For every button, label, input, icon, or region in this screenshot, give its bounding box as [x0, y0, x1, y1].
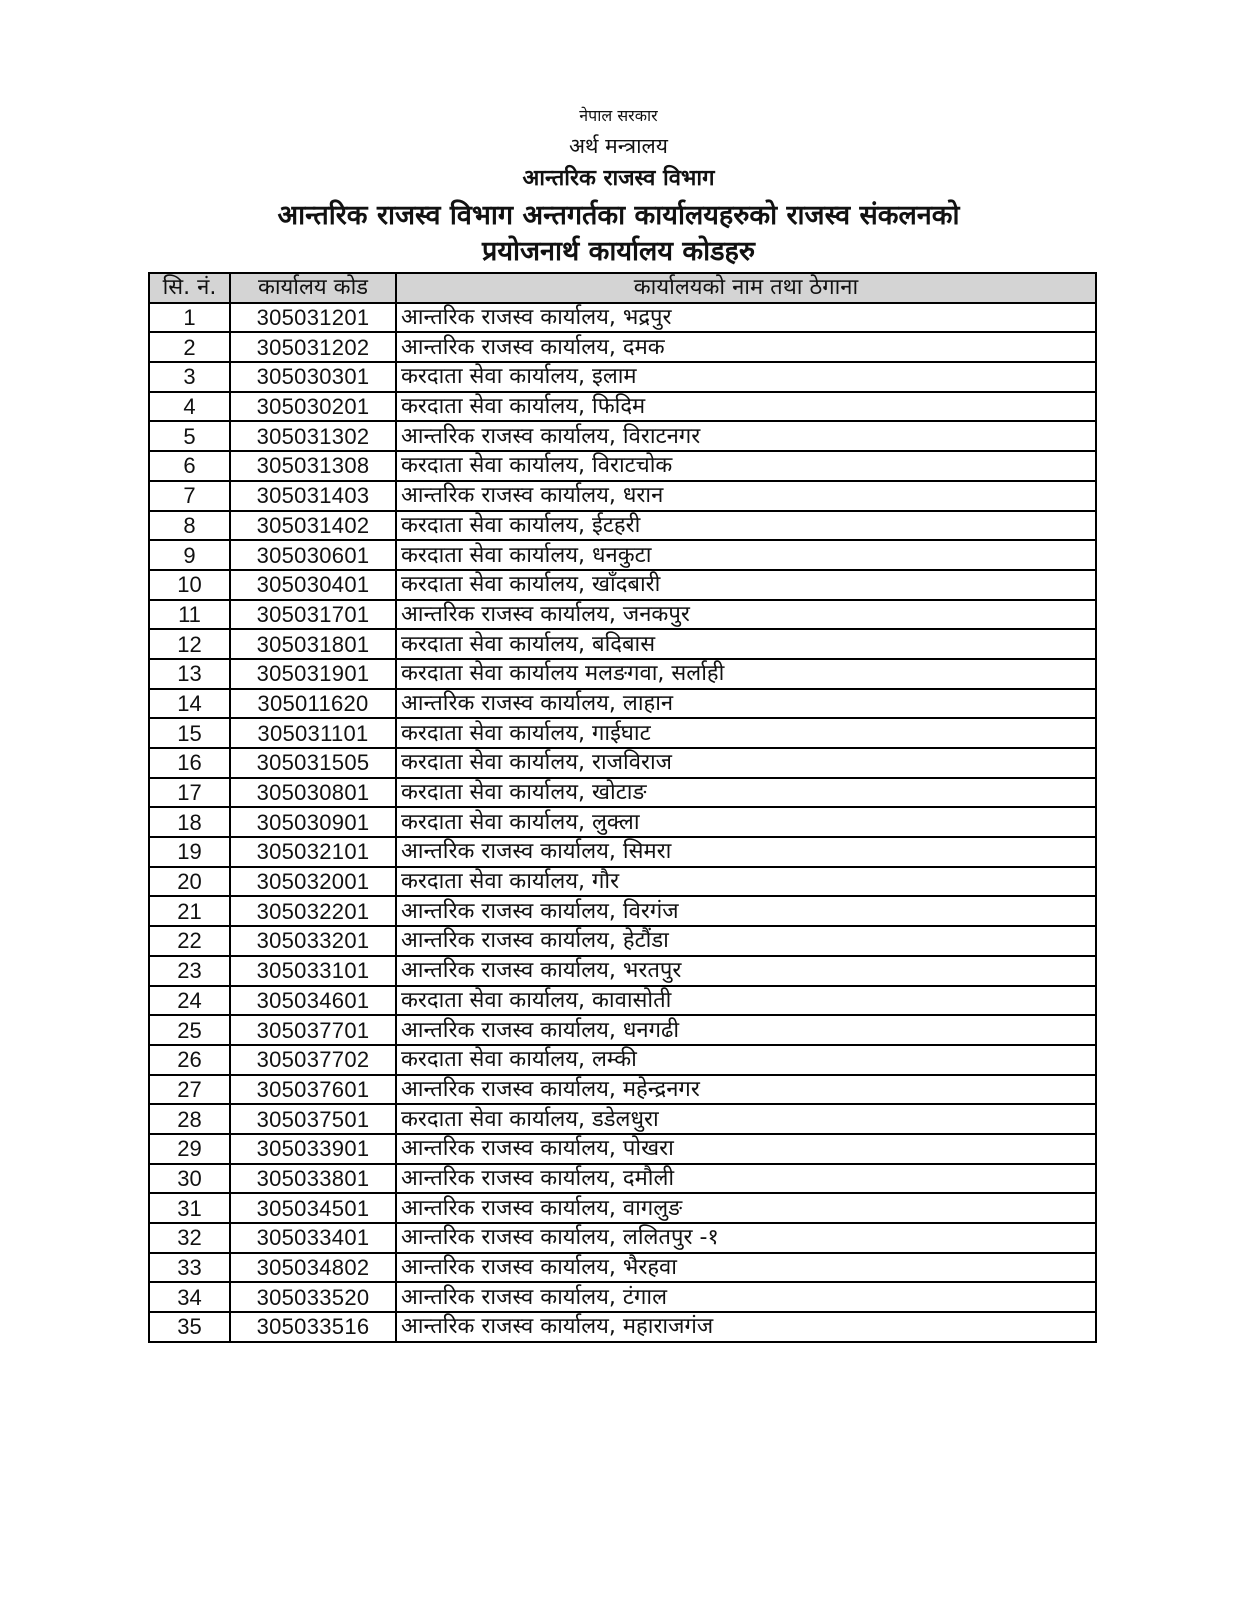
office-name-cell: करदाता सेवा कार्यालय, गौर	[396, 867, 1096, 897]
department-label: आन्तरिक राजस्व विभाग	[522, 166, 715, 191]
table-row	[149, 986, 1096, 1016]
office-code-cell: 305031403	[230, 481, 396, 511]
office-code-cell: 305033401	[230, 1223, 396, 1253]
table-row	[149, 807, 1096, 837]
table-row	[149, 303, 1096, 333]
table-row	[149, 421, 1096, 451]
serial-number-cell: 14	[149, 689, 230, 719]
serial-number-cell: 24	[149, 986, 230, 1016]
serial-number-cell: 26	[149, 1045, 230, 1075]
table-row	[149, 926, 1096, 956]
serial-number-cell: 6	[149, 451, 230, 481]
serial-number-cell: 22	[149, 926, 230, 956]
serial-number-cell: 18	[149, 807, 230, 837]
office-code-cell: 305011620	[230, 689, 396, 719]
table-row	[149, 748, 1096, 778]
serial-number-cell: 5	[149, 421, 230, 451]
office-name-cell: करदाता सेवा कार्यालय, लम्की	[396, 1045, 1096, 1075]
office-code-cell: 305032001	[230, 867, 396, 897]
table-body	[149, 303, 1096, 1342]
table-row	[149, 1282, 1096, 1312]
serial-number-cell: 20	[149, 867, 230, 897]
office-codes-table	[148, 272, 1097, 1343]
serial-number-cell: 21	[149, 896, 230, 926]
office-code-cell: 305034802	[230, 1253, 396, 1283]
serial-number-cell: 9	[149, 540, 230, 570]
serial-number-cell: 34	[149, 1282, 230, 1312]
office-name-cell: करदाता सेवा कार्यालय, ईटहरी	[396, 511, 1096, 541]
office-name-cell: आन्तरिक राजस्व कार्यालय, ललितपुर -१	[396, 1223, 1096, 1253]
office-name-cell: आन्तरिक राजस्व कार्यालय, दमौली	[396, 1164, 1096, 1194]
serial-number-cell: 2	[149, 332, 230, 362]
table-row	[149, 718, 1096, 748]
serial-number-cell: 8	[149, 511, 230, 541]
serial-number-cell: 28	[149, 1104, 230, 1134]
table-row	[149, 689, 1096, 719]
table-row	[149, 867, 1096, 897]
office-name-cell: आन्तरिक राजस्व कार्यालय, महेन्द्रनगर	[396, 1075, 1096, 1105]
serial-number-cell: 30	[149, 1164, 230, 1194]
office-code-cell: 305032101	[230, 837, 396, 867]
office-name-cell: करदाता सेवा कार्यालय, बदिबास	[396, 629, 1096, 659]
office-code-cell: 305031901	[230, 659, 396, 689]
document-title-line-2: प्रयोजनार्थ कार्यालय कोडहरु	[481, 236, 756, 267]
table-row	[149, 332, 1096, 362]
serial-number-cell: 4	[149, 392, 230, 422]
table-row	[149, 392, 1096, 422]
office-code-cell: 305031201	[230, 303, 396, 333]
column-header-serial: सि. नं.	[149, 273, 230, 303]
table-row	[149, 511, 1096, 541]
serial-number-cell: 16	[149, 748, 230, 778]
serial-number-cell: 7	[149, 481, 230, 511]
table-row	[149, 1015, 1096, 1045]
office-code-cell: 305030901	[230, 807, 396, 837]
serial-number-cell: 23	[149, 956, 230, 986]
office-code-cell: 305033516	[230, 1312, 396, 1342]
serial-number-cell: 12	[149, 629, 230, 659]
document-title	[0, 198, 1237, 270]
table-row	[149, 1164, 1096, 1194]
office-name-cell: आन्तरिक राजस्व कार्यालय, विरगंज	[396, 896, 1096, 926]
office-code-cell: 305037501	[230, 1104, 396, 1134]
table-row	[149, 1134, 1096, 1164]
office-name-cell: आन्तरिक राजस्व कार्यालय, भरतपुर	[396, 956, 1096, 986]
office-code-cell: 305033201	[230, 926, 396, 956]
office-code-cell: 305031101	[230, 718, 396, 748]
table-row	[149, 1223, 1096, 1253]
office-name-cell: करदाता सेवा कार्यालय, गाईघाट	[396, 718, 1096, 748]
office-code-cell: 305030601	[230, 540, 396, 570]
serial-number-cell: 3	[149, 362, 230, 392]
office-name-cell: आन्तरिक राजस्व कार्यालय, वागलुङ	[396, 1193, 1096, 1223]
office-name-cell: करदाता सेवा कार्यालय, लुक्ला	[396, 807, 1096, 837]
office-code-cell: 305030201	[230, 392, 396, 422]
table-row	[149, 1312, 1096, 1342]
serial-number-cell: 29	[149, 1134, 230, 1164]
ministry-label: अर्थ मन्त्रालय	[569, 134, 668, 158]
table-row	[149, 1045, 1096, 1075]
serial-number-cell: 13	[149, 659, 230, 689]
office-name-cell: करदाता सेवा कार्यालय, कावासोती	[396, 986, 1096, 1016]
table-row	[149, 1075, 1096, 1105]
table-row	[149, 629, 1096, 659]
office-code-cell: 305034601	[230, 986, 396, 1016]
table-row	[149, 659, 1096, 689]
office-code-cell: 305037702	[230, 1045, 396, 1075]
serial-number-cell: 32	[149, 1223, 230, 1253]
office-name-cell: करदाता सेवा कार्यालय, इलाम	[396, 362, 1096, 392]
office-name-cell: आन्तरिक राजस्व कार्यालय, भैरहवा	[396, 1253, 1096, 1283]
table-row	[149, 570, 1096, 600]
table-row	[149, 956, 1096, 986]
column-header-office-name: कार्यालयको नाम तथा ठेगाना	[396, 273, 1096, 303]
office-code-cell: 305031402	[230, 511, 396, 541]
table-row	[149, 1193, 1096, 1223]
serial-number-cell: 15	[149, 718, 230, 748]
office-name-cell: करदाता सेवा कार्यालय, डडेलधुरा	[396, 1104, 1096, 1134]
office-name-cell: करदाता सेवा कार्यालय मलङगवा, सर्लाही	[396, 659, 1096, 689]
office-name-cell: आन्तरिक राजस्व कार्यालय, सिमरा	[396, 837, 1096, 867]
table-row	[149, 362, 1096, 392]
serial-number-cell: 33	[149, 1253, 230, 1283]
office-name-cell: आन्तरिक राजस्व कार्यालय, जनकपुर	[396, 600, 1096, 630]
serial-number-cell: 10	[149, 570, 230, 600]
table-row	[149, 778, 1096, 808]
office-name-cell: आन्तरिक राजस्व कार्यालय, दमक	[396, 332, 1096, 362]
table-row	[149, 837, 1096, 867]
office-code-cell: 305033801	[230, 1164, 396, 1194]
office-name-cell: करदाता सेवा कार्यालय, खोटाङ	[396, 778, 1096, 808]
column-header-office-code: कार्यालय कोड	[230, 273, 396, 303]
office-name-cell: आन्तरिक राजस्व कार्यालय, पोखरा	[396, 1134, 1096, 1164]
office-code-cell: 305031801	[230, 629, 396, 659]
office-name-cell: करदाता सेवा कार्यालय, फिदिम	[396, 392, 1096, 422]
serial-number-cell: 35	[149, 1312, 230, 1342]
office-name-cell: आन्तरिक राजस्व कार्यालय, लाहान	[396, 689, 1096, 719]
office-name-cell: आन्तरिक राजस्व कार्यालय, टंगाल	[396, 1282, 1096, 1312]
office-code-cell: 305033901	[230, 1134, 396, 1164]
office-name-cell: आन्तरिक राजस्व कार्यालय, भद्रपुर	[396, 303, 1096, 333]
table-row	[149, 481, 1096, 511]
office-name-cell: आन्तरिक राजस्व कार्यालय, विराटनगर	[396, 421, 1096, 451]
office-name-cell: आन्तरिक राजस्व कार्यालय, धरान	[396, 481, 1096, 511]
serial-number-cell: 31	[149, 1193, 230, 1223]
office-name-cell: आन्तरिक राजस्व कार्यालय, धनगढी	[396, 1015, 1096, 1045]
document-title-line-1: आन्तरिक राजस्व विभाग अन्तगर्तका कार्यालयहरुको राजस्व संकलनको	[277, 200, 960, 231]
table-row	[149, 600, 1096, 630]
office-code-cell: 305031202	[230, 332, 396, 362]
office-code-cell: 305033101	[230, 956, 396, 986]
government-label: नेपाल सरकार	[579, 106, 658, 125]
serial-number-cell: 27	[149, 1075, 230, 1105]
serial-number-cell: 11	[149, 600, 230, 630]
office-code-cell: 305031308	[230, 451, 396, 481]
office-code-cell: 305031302	[230, 421, 396, 451]
office-name-cell: करदाता सेवा कार्यालय, धनकुटा	[396, 540, 1096, 570]
office-code-cell: 305030801	[230, 778, 396, 808]
table-row	[149, 1104, 1096, 1134]
table-row	[149, 1253, 1096, 1283]
office-name-cell: करदाता सेवा कार्यालय, विराटचोक	[396, 451, 1096, 481]
serial-number-cell: 19	[149, 837, 230, 867]
office-code-cell: 305034501	[230, 1193, 396, 1223]
office-code-cell: 305037701	[230, 1015, 396, 1045]
serial-number-cell: 17	[149, 778, 230, 808]
serial-number-cell: 1	[149, 303, 230, 333]
serial-number-cell: 25	[149, 1015, 230, 1045]
office-name-cell: करदाता सेवा कार्यालय, खाँदबारी	[396, 570, 1096, 600]
table-row	[149, 540, 1096, 570]
table-header-row	[149, 273, 1096, 303]
office-code-cell: 305030401	[230, 570, 396, 600]
office-name-cell: आन्तरिक राजस्व कार्यालय, हेटौंडा	[396, 926, 1096, 956]
office-code-cell: 305033520	[230, 1282, 396, 1312]
office-code-cell: 305037601	[230, 1075, 396, 1105]
office-name-cell: आन्तरिक राजस्व कार्यालय, महाराजगंज	[396, 1312, 1096, 1342]
office-code-cell: 305031701	[230, 600, 396, 630]
office-name-cell: करदाता सेवा कार्यालय, राजविराज	[396, 748, 1096, 778]
office-code-cell: 305031505	[230, 748, 396, 778]
office-code-cell: 305030301	[230, 362, 396, 392]
table-row	[149, 451, 1096, 481]
table-row	[149, 896, 1096, 926]
office-code-cell: 305032201	[230, 896, 396, 926]
